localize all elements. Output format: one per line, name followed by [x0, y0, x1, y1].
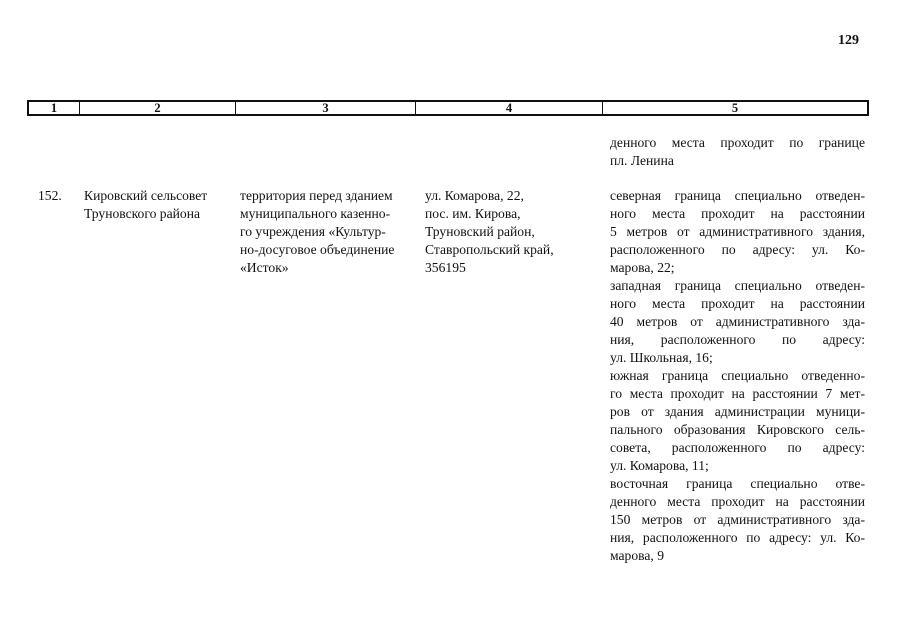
text-line: денного места проходит по границе [610, 135, 865, 150]
text-line: го места проходит на расстоянии 7 мет- [610, 386, 865, 401]
header-col-5: 5 [731, 101, 739, 115]
entry-col2-cell [84, 187, 207, 223]
text-line: 150 метров от административного зда- [610, 512, 865, 527]
text-line: совета, расположенного по адресу: [610, 440, 865, 455]
continued-cell [610, 134, 865, 170]
text-line: ул. Школьная, 16; [610, 350, 713, 365]
text-line: ния, расположенного по адресу: [610, 332, 865, 347]
text-line: Ставропольский край, [425, 242, 554, 257]
text-line: 40 метров от административного зда- [610, 314, 865, 329]
text-line: ул. Комарова, 11; [610, 458, 709, 473]
text-line: «Исток» [240, 260, 289, 275]
entry-col3-cell [240, 187, 394, 277]
text-line: восточная граница специально отве- [610, 476, 865, 491]
header-col-1: 1 [29, 102, 80, 114]
text-line: Труновского района [84, 206, 200, 221]
text-line: го учреждения «Культур- [240, 224, 386, 239]
text-line: 5 метров от административного здания, [610, 224, 865, 239]
text-line: марова, 22; [610, 260, 675, 275]
text-line: ного места проходит на расстоянии [610, 296, 865, 311]
text-line: южная граница специально отведенно- [610, 368, 865, 383]
page-number: 129 [838, 33, 859, 48]
text-line: ного места проходит на расстоянии [610, 206, 865, 221]
header-col-4: 4 [416, 102, 603, 114]
entry-number: 152. [38, 188, 62, 203]
text-line: расположенного по адресу: ул. Ко- [610, 242, 865, 257]
text-line: пального образования Кировского сель- [610, 422, 865, 437]
text-line: но-досуговое объединение [240, 242, 395, 257]
text-line: западная граница специально отведен- [610, 278, 865, 293]
text-line: ров от здания администрации муници- [610, 404, 865, 419]
header-col-3: 3 [236, 102, 416, 114]
text-line: 356195 [425, 260, 466, 275]
header-col-2: 2 [80, 102, 236, 114]
table-header-row [27, 100, 869, 116]
text-line: ния, расположенного по адресу: ул. Ко- [610, 530, 865, 545]
text-line: пл. Ленина [610, 153, 674, 168]
text-line: пос. им. Кирова, [425, 206, 521, 221]
text-line: Кировский сельсовет [84, 188, 208, 203]
text-line: северная граница специально отведен- [610, 188, 865, 203]
text-line: марова, 9 [610, 548, 665, 563]
entry-col4-cell [425, 187, 554, 277]
text-line: денного места проходит на расстоянии [610, 494, 865, 509]
text-line: ул. Комарова, 22, [425, 188, 524, 203]
text-line: муниципального казенно- [240, 206, 391, 221]
entry-col5-cell [610, 187, 865, 565]
text-line: территория перед зданием [240, 188, 393, 203]
text-line: Труновский район, [425, 224, 535, 239]
